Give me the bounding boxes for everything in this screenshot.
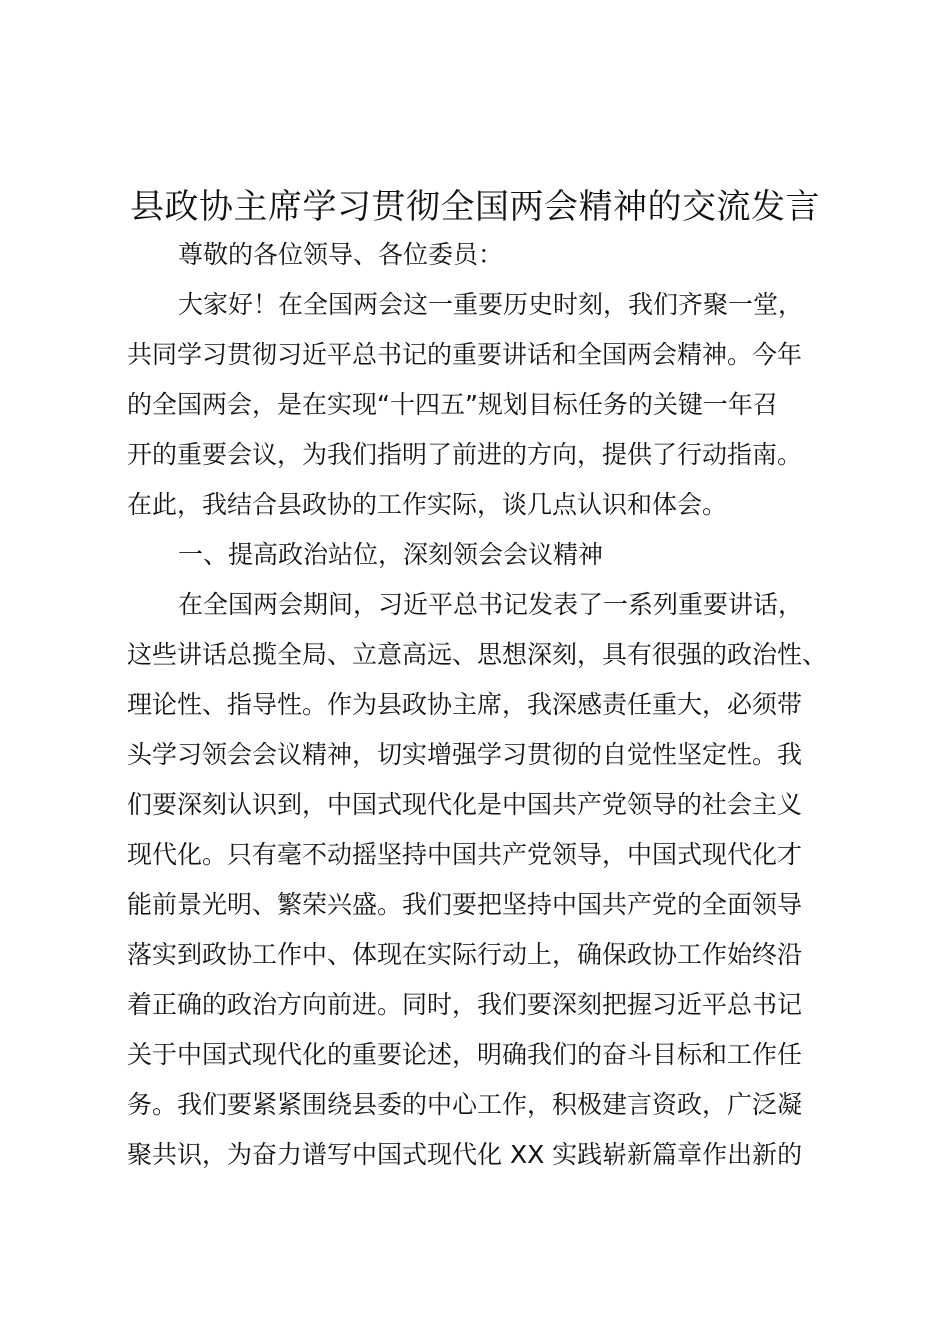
paragraph-line: 聚共识，为奋力谱写中国式现代化 XX 实践崭新篇章作出新的 bbox=[127, 1140, 803, 1169]
paragraph-line: 在此，我结合县政协的工作实际，谈几点认识和体会。 bbox=[127, 490, 728, 519]
salutation-line: 尊敬的各位领导、各位委员： bbox=[178, 240, 504, 269]
paragraph-line: 能前景光明、繁荣兴盛。我们要把坚持中国共产党的全面领导 bbox=[127, 890, 803, 919]
paragraph-line: 这些讲话总揽全局、立意高远、思想深刻，具有很强的政治性、 bbox=[127, 640, 828, 669]
paragraph-line: 共同学习贯彻习近平总书记的重要讲话和全国两会精神。今年 bbox=[127, 340, 803, 369]
paragraph-line: 的全国两会，是在实现“十四五”规划目标任务的关键一年召 bbox=[127, 390, 778, 419]
paragraph-line: 理论性、指导性。作为县政协主席，我深感责任重大，必须带 bbox=[127, 690, 803, 719]
paragraph-line: 大家好！在全国两会这一重要历史时刻，我们齐聚一堂， bbox=[178, 290, 804, 319]
paragraph-line: 在全国两会期间，习近平总书记发表了一系列重要讲话， bbox=[178, 590, 804, 619]
paragraph-line: 务。我们要紧紧围绕县委的中心工作，积极建言资政，广泛凝 bbox=[127, 1090, 803, 1119]
section-heading: 一、提高政治站位，深刻领会会议精神 bbox=[178, 540, 604, 569]
paragraph-line: 着正确的政治方向前进。同时，我们要深刻把握习近平总书记 bbox=[127, 990, 803, 1019]
document-title: 县政协主席学习贯彻全国两会精神的交流发言 bbox=[130, 187, 820, 227]
paragraph-line: 关于中国式现代化的重要论述，明确我们的奋斗目标和工作任 bbox=[127, 1040, 803, 1069]
paragraph-line: 们要深刻认识到，中国式现代化是中国共产党领导的社会主义 bbox=[127, 790, 803, 819]
paragraph-line: 现代化。只有毫不动摇坚持中国共产党领导，中国式现代化才 bbox=[127, 840, 803, 869]
paragraph-line: 头学习领会会议精神，切实增强学习贯彻的自觉性坚定性。我 bbox=[127, 740, 803, 769]
paragraph-line: 落实到政协工作中、体现在实际行动上，确保政协工作始终沿 bbox=[127, 940, 803, 969]
paragraph-line: 开的重要会议，为我们指明了前进的方向，提供了行动指南。 bbox=[127, 440, 803, 469]
